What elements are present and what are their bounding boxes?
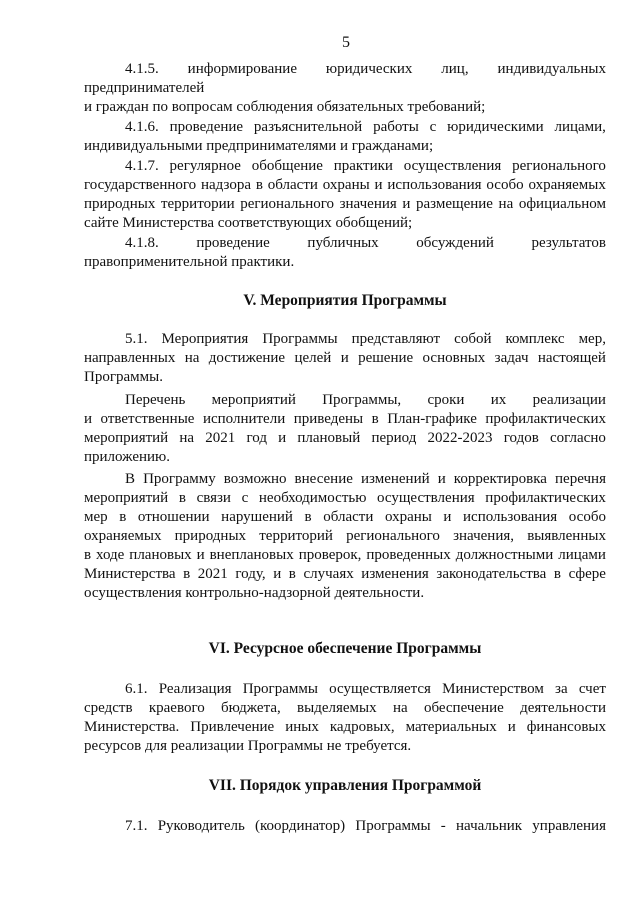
word: значения bbox=[339, 196, 397, 212]
word: год bbox=[246, 430, 267, 446]
word: решение bbox=[358, 350, 414, 366]
word: лицами, bbox=[554, 119, 606, 135]
word: внеплановых bbox=[209, 547, 294, 563]
word: настоящей bbox=[537, 350, 606, 366]
word: выделяемых bbox=[297, 700, 377, 716]
word: лицами bbox=[558, 547, 606, 563]
word: нарушений bbox=[221, 509, 293, 525]
para-vnesenie-line-4 bbox=[84, 527, 606, 546]
word: охраняемых bbox=[528, 177, 606, 193]
word: Реализация bbox=[158, 681, 232, 697]
word: профилактических bbox=[485, 490, 606, 506]
word: на bbox=[179, 430, 195, 446]
word: обсуждений bbox=[416, 235, 494, 251]
word: особо bbox=[486, 177, 524, 193]
word: в bbox=[255, 177, 263, 193]
para-5-1-line-1 bbox=[125, 330, 606, 349]
word: и bbox=[340, 350, 349, 366]
word: и bbox=[402, 196, 411, 212]
word: разъяснительной bbox=[253, 119, 363, 135]
word: обеспечение bbox=[423, 700, 504, 716]
para-vnesenie-line-5 bbox=[84, 546, 606, 565]
word: - bbox=[440, 818, 446, 834]
word: согласно bbox=[549, 430, 606, 446]
word: достижение bbox=[208, 350, 286, 366]
item-4-1-8-line-2: правоприменительной практики. bbox=[84, 254, 295, 270]
word: регионального bbox=[240, 196, 335, 212]
word: законодательства bbox=[436, 566, 547, 582]
para-vnesenie-line-7: осуществления контрольно-надзорной деятельности. bbox=[84, 585, 425, 601]
word: осуществляется bbox=[329, 681, 431, 697]
word: природных bbox=[174, 528, 247, 544]
word: публичных bbox=[307, 235, 379, 251]
word: В bbox=[125, 471, 136, 487]
word: на bbox=[392, 700, 408, 716]
word: 4.1.6. bbox=[125, 119, 159, 135]
word: проведение bbox=[169, 119, 244, 135]
word: случаях bbox=[303, 566, 354, 582]
word: бюджета, bbox=[221, 700, 281, 716]
para-6-1-line-2 bbox=[84, 699, 606, 718]
word: регионального bbox=[346, 528, 440, 544]
word: мероприятий bbox=[84, 430, 169, 446]
word: сфере bbox=[568, 566, 606, 582]
para-5-1-line-2 bbox=[84, 349, 606, 368]
word: 2021 bbox=[197, 566, 228, 582]
word: размещение bbox=[416, 196, 493, 212]
word: использования bbox=[463, 509, 558, 525]
item-4-1-5-line-1 bbox=[125, 60, 606, 79]
word: собой bbox=[454, 331, 492, 347]
word: счет bbox=[578, 681, 606, 697]
word: внесение bbox=[294, 471, 353, 487]
item-4-1-7-line-3 bbox=[84, 195, 606, 214]
word: и bbox=[374, 177, 383, 193]
word: осуществления bbox=[403, 158, 502, 174]
para-vnesenie-line-3 bbox=[84, 508, 606, 527]
para-vnesenie-line-1 bbox=[125, 470, 606, 489]
item-4-1-5-line-3: и граждан по вопросам соблюдения обязательных требований; bbox=[84, 99, 486, 115]
word: средств bbox=[84, 700, 133, 716]
word: и bbox=[84, 411, 93, 427]
word: краевого bbox=[148, 700, 205, 716]
word: 4.1.7. bbox=[125, 158, 159, 174]
para-perechen-line-4: приложению. bbox=[84, 449, 171, 465]
word: Программу bbox=[143, 471, 216, 487]
word: комплекс bbox=[505, 331, 565, 347]
word: с bbox=[429, 119, 437, 135]
word: в bbox=[178, 490, 186, 506]
para-vnesenie-line-2 bbox=[84, 489, 606, 508]
word: представляют bbox=[351, 331, 441, 347]
word: 4.1.5. bbox=[125, 61, 159, 77]
word: регулярное bbox=[169, 158, 241, 174]
word: Министерства bbox=[84, 566, 176, 582]
word: юридических bbox=[325, 61, 413, 77]
word: Привлечение bbox=[190, 719, 275, 735]
word: природных bbox=[84, 196, 156, 212]
word: материальных bbox=[405, 719, 497, 735]
word: Программы, bbox=[322, 392, 402, 408]
para-5-1-line-3: Программы. bbox=[84, 369, 163, 385]
para-7-1-line-1 bbox=[125, 817, 606, 836]
word: 5.1. bbox=[125, 331, 148, 347]
word: 4.1.8. bbox=[125, 235, 159, 251]
word: проведенных bbox=[366, 547, 451, 563]
word: территории bbox=[160, 196, 235, 212]
word: на bbox=[184, 350, 200, 366]
word: охраны bbox=[322, 177, 370, 193]
section-heading-v: V. Мероприятия Программы bbox=[243, 292, 447, 309]
word: целей bbox=[294, 350, 332, 366]
word: необходимостью bbox=[258, 490, 367, 506]
word: План-графике bbox=[387, 411, 477, 427]
word: исполнители bbox=[202, 411, 286, 427]
word: использования bbox=[387, 177, 482, 193]
word: охраны bbox=[384, 509, 432, 525]
word: Программы bbox=[242, 681, 318, 697]
word: изменения bbox=[361, 566, 429, 582]
item-4-1-7-line-1 bbox=[125, 157, 606, 176]
word: мер, bbox=[578, 331, 606, 347]
word: перечня bbox=[555, 471, 606, 487]
word: 7.1. bbox=[125, 818, 148, 834]
word: и bbox=[443, 509, 452, 525]
word: задач bbox=[494, 350, 529, 366]
item-4-1-6-line-1 bbox=[125, 118, 606, 137]
word: ходе bbox=[96, 547, 125, 563]
item-4-1-7-line-4: сайте Министерства соответствующих обобщений; bbox=[84, 215, 413, 231]
word: и bbox=[437, 471, 446, 487]
word: изменений bbox=[360, 471, 430, 487]
word: начальник bbox=[456, 818, 523, 834]
word: проведение bbox=[196, 235, 270, 251]
item-4-1-5-line-2: предпринимателей bbox=[84, 80, 205, 96]
word: 2021 bbox=[205, 430, 236, 446]
word: направленных bbox=[84, 350, 176, 366]
word: особо bbox=[568, 509, 606, 525]
word: в bbox=[371, 411, 379, 427]
word: ответственные bbox=[100, 411, 195, 427]
item-4-1-7-line-2 bbox=[84, 176, 606, 195]
word: в bbox=[304, 509, 312, 525]
word: Мероприятия bbox=[161, 331, 249, 347]
word: связи bbox=[196, 490, 231, 506]
word: в bbox=[84, 547, 92, 563]
para-6-1-line-1 bbox=[125, 680, 606, 699]
word: реализации bbox=[532, 392, 606, 408]
word: с bbox=[241, 490, 249, 506]
word: официальном bbox=[518, 196, 606, 212]
word: в bbox=[183, 566, 191, 582]
word: области bbox=[267, 177, 318, 193]
section-heading-vi: VI. Ресурсное обеспечение Программы bbox=[208, 640, 482, 657]
word: Министерства. bbox=[84, 719, 180, 735]
item-4-1-6-line-2: индивидуальными предпринимателями и гражданами; bbox=[84, 138, 434, 154]
word: 6.1. bbox=[125, 681, 148, 697]
word: сроки bbox=[427, 392, 465, 408]
word: за bbox=[555, 681, 568, 697]
word: 2022-2023 bbox=[427, 430, 493, 446]
para-6-1-line-4: ресурсов для реализации Программы не требуется. bbox=[84, 738, 412, 754]
word: году, bbox=[235, 566, 266, 582]
word: и bbox=[507, 719, 516, 735]
word: финансовых bbox=[526, 719, 606, 735]
word: иных bbox=[285, 719, 319, 735]
word: деятельности bbox=[520, 700, 606, 716]
word: профилактических bbox=[485, 411, 606, 427]
word: проверок, bbox=[298, 547, 362, 563]
word: их bbox=[490, 392, 507, 408]
word: в bbox=[119, 509, 127, 525]
word: управления bbox=[532, 818, 606, 834]
word: государственного bbox=[84, 177, 197, 193]
word: практики bbox=[333, 158, 393, 174]
word: выявленных bbox=[527, 528, 606, 544]
word: в bbox=[288, 566, 296, 582]
word: отношении bbox=[137, 509, 210, 525]
word: лиц, bbox=[441, 61, 469, 77]
word: охраняемых bbox=[84, 528, 162, 544]
word: и bbox=[278, 430, 287, 446]
word: (координатор) bbox=[255, 818, 346, 834]
item-4-1-8-line-1 bbox=[125, 234, 606, 253]
word: территорий bbox=[259, 528, 333, 544]
word: регионального bbox=[512, 158, 606, 174]
word: Программы bbox=[262, 331, 338, 347]
para-perechen-line-2 bbox=[84, 410, 606, 429]
word: должностными bbox=[455, 547, 554, 563]
word: обобщение bbox=[251, 158, 323, 174]
para-6-1-line-3 bbox=[84, 718, 606, 737]
word: Министерством bbox=[442, 681, 544, 697]
word: возможно bbox=[223, 471, 287, 487]
word: на bbox=[498, 196, 514, 212]
page-number: 5 bbox=[342, 34, 350, 51]
word: области bbox=[323, 509, 374, 525]
word: и bbox=[196, 547, 205, 563]
word: плановых bbox=[129, 547, 192, 563]
word: мер bbox=[84, 509, 108, 525]
word: Перечень bbox=[125, 392, 186, 408]
word: плановый bbox=[297, 430, 361, 446]
word: приведены bbox=[293, 411, 364, 427]
section-heading-vii: VII. Порядок управления Программой bbox=[208, 777, 482, 794]
word: Программы bbox=[355, 818, 431, 834]
para-perechen-line-3 bbox=[84, 429, 606, 448]
word: значения, bbox=[453, 528, 515, 544]
para-perechen-line-1 bbox=[125, 391, 606, 410]
word: информирование bbox=[187, 61, 297, 77]
word: юридическими bbox=[447, 119, 544, 135]
word: период bbox=[371, 430, 417, 446]
word: результатов bbox=[531, 235, 606, 251]
para-vnesenie-line-6 bbox=[84, 565, 606, 584]
word: индивидуальных bbox=[497, 61, 606, 77]
word: осуществления bbox=[377, 490, 475, 506]
word: мероприятий bbox=[84, 490, 169, 506]
word: Руководитель bbox=[157, 818, 245, 834]
word: основных bbox=[422, 350, 486, 366]
word: и bbox=[273, 566, 282, 582]
word: кадровых, bbox=[329, 719, 395, 735]
word: годов bbox=[503, 430, 539, 446]
word: корректировка bbox=[453, 471, 547, 487]
word: в bbox=[553, 566, 561, 582]
word: мероприятий bbox=[211, 392, 296, 408]
word: работы bbox=[373, 119, 419, 135]
word: надзора bbox=[201, 177, 251, 193]
